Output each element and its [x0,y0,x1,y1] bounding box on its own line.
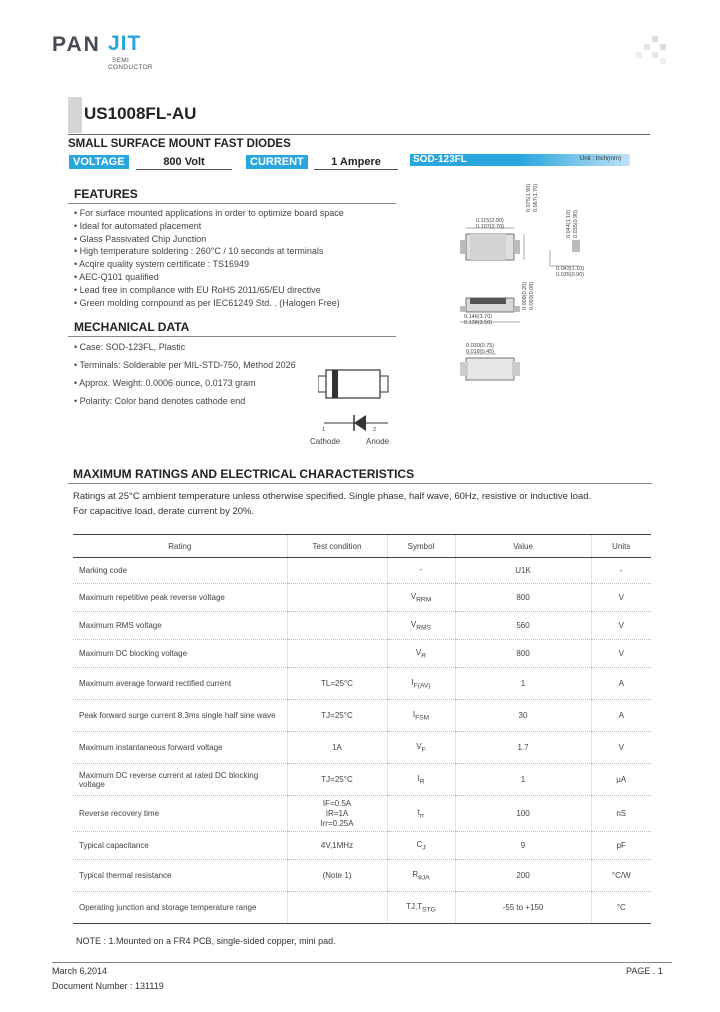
voltage-label: VOLTAGE [69,155,129,169]
current-value: 1 Ampere [314,155,398,170]
footer-page: PAGE . 1 [626,966,663,976]
symbol-main: V [410,591,417,601]
corner-dots-decoration [636,36,672,66]
table-row [73,764,651,796]
cell-value: U1K [455,558,591,584]
cond-line2: IR=1A [325,808,349,818]
symbol-sub: F [421,746,426,754]
cell-rating: Maximum RMS voltage [73,612,287,640]
table-row [73,668,651,700]
symbol-sub: RRM [416,596,432,604]
symbol-main: t [417,807,420,817]
cell-value: -55 to +150 [455,892,591,924]
part-number: US1008FL-AU [84,104,197,123]
symbol-sub: R [419,778,425,786]
footer-doc-number: Document Number : 131119 [52,981,164,991]
list-item: • Polarity: Color band denotes cathode end [74,392,296,410]
cell-units: nS [591,796,651,832]
cell-symbol [387,700,455,732]
cell-units: V [591,584,651,612]
cell-value: 1.7 [455,732,591,764]
cell-units: - [591,558,651,584]
list-item: • For surface mounted applications in order to optimize board space [74,207,344,220]
diode-symbol-diagram [318,410,398,438]
cell-condition [287,584,387,612]
cell-units: °C [591,892,651,924]
cell-symbol [387,732,455,764]
symbol-main: R [412,869,419,879]
cell-symbol [387,832,455,860]
cond-line1: IF=0.5A [322,798,352,808]
cell-rating: Operating junction and storage temperature range [73,892,287,924]
symbol-main: - [419,564,423,574]
cell-rating: Peak forward surge current 8.3ms single half sine wave [73,700,287,732]
cell-symbol [387,612,455,640]
symbol-main: TJ,T [406,901,423,911]
symbol-main: V [410,619,417,629]
cell-condition: TL=25°C [287,668,387,700]
cell-condition [287,892,387,924]
footer-divider [52,962,672,963]
cell-condition: 1A [287,732,387,764]
footer-date: March 6,2014 [52,966,108,976]
table-row [73,892,651,924]
cell-rating: Maximum average forward rectified current [73,668,287,700]
cell-condition: (Note 1) [287,860,387,892]
symbol-main: I [412,709,416,719]
cond-line3: Irr=0.25A [320,818,354,828]
symbol-sub: FSM [415,714,430,722]
dim-length-min: 0.107(2.70) [476,224,505,230]
cell-units: °C/W [591,860,651,892]
table-row [73,832,651,860]
features-divider [68,203,396,204]
cell-symbol [387,892,455,924]
cell-rating: Maximum DC blocking voltage [73,640,287,668]
list-item: • Lead free in compliance with EU RoHS 2011/65/EU directive [74,284,344,297]
list-item: • Terminals: Solderable per MIL-STD-750, Method 2026 [74,356,296,374]
cell-value: 9 [455,832,591,860]
cell-condition [287,612,387,640]
unit-note: Unit : Inch(mm) [580,156,622,162]
symbol-sub: R [421,652,427,660]
logo-sub-line1: SEMI [112,57,130,64]
table-header-row [73,535,651,558]
cathode-label: Cathode [310,437,341,446]
features-heading: FEATURES [74,187,138,201]
list-item: • Acqire quality system certificate : TS16949 [74,258,344,271]
cell-units: pF [591,832,651,860]
symbol-sub: J [422,844,426,852]
symbol-main: I [411,677,414,687]
symbol-sub: RMS [416,624,432,632]
cell-rating: Maximum DC reverse current at rated DC blocking voltage [73,764,287,796]
voltage-value: 800 Volt [136,155,232,170]
cell-rating: Reverse recovery time [73,796,287,832]
cell-value: 1 [455,668,591,700]
dim-total-min: 0.138(3.50) [464,320,493,326]
footnote: NOTE : 1.Mounted on a FR4 PCB, single-sided copper, mini pad. [76,936,336,946]
cell-rating: Typical thermal resistance [73,860,287,892]
logo-subtitle [108,57,153,71]
ratings-divider [68,483,652,484]
cell-units: μA [591,764,651,796]
ratings-line1: Ratings at 25°C ambient temperature unless otherwise specified. Single phase, half wave, 60Hz, resistive or inductive load. [73,491,592,502]
cell-units: V [591,640,651,668]
cell-symbol [387,860,455,892]
symbol-sub: STG [422,906,436,914]
cell-condition [287,640,387,668]
dim-bottom-max: 0.030(0.75) [466,343,495,349]
cell-value: 100 [455,796,591,832]
ratings-table [73,534,651,924]
symbol-sub: rr [419,812,425,820]
package-name: SOD-123FL [413,154,467,165]
cell-symbol [387,668,455,700]
ratings-line2: For capacitive load, derate current by 20%. [73,506,255,517]
cell-value: 30 [455,700,591,732]
list-item: • Ideal for automated placement [74,220,344,233]
cell-value: 560 [455,612,591,640]
symbol-main: C [416,839,423,849]
symbol-main: I [417,773,420,783]
mechanical-list [74,338,296,410]
dim-length-max: 0.115(2.90) [476,218,504,224]
col-symbol: Symbol [387,535,455,558]
list-item: • Green molding compound as per IEC61249 Std. . (Halogen Free) [74,297,344,310]
cell-rating: Maximum repetitive peak reverse voltage [73,584,287,612]
cell-symbol [387,640,455,668]
cell-units: V [591,612,651,640]
cell-symbol [387,584,455,612]
cell-value: 1 [455,764,591,796]
dim-lead-min: 0.035(0.90) [556,272,585,278]
cell-value: 800 [455,640,591,668]
dim-bottom-min: 0.018(0.45) [466,349,495,355]
current-label: CURRENT [246,155,308,169]
symbol-main: V [415,647,422,657]
cell-units: A [591,700,651,732]
cell-condition [287,558,387,584]
list-item: • Approx. Weight: 0.0006 ounce, 0.0173 gram [74,374,296,392]
pin1-label: 1 [322,427,326,433]
dim-lead-max: 0.043(1.10) [556,266,585,272]
col-value: Value [455,535,591,558]
cell-value: 200 [455,860,591,892]
logo-brand-left: PAN [52,33,101,56]
product-subtitle: SMALL SURFACE MOUNT FAST DIODES [68,138,291,150]
dim-thick-min: 0.003(0.08) [529,281,535,310]
cell-units: V [591,732,651,764]
dim-thick-max: 0.008(0.20) [522,281,528,310]
list-item: • Glass Passivated Chip Junction [74,233,344,246]
dim-pad-max: 0.044(1.10) [566,209,572,238]
table-row [73,700,651,732]
dim-pad-min: 0.035(0.90) [573,209,579,238]
table-row [73,584,651,612]
symbol-sub: θJA [418,874,430,882]
table-row [73,558,651,584]
table-row [73,612,651,640]
cell-units: A [591,668,651,700]
features-list [74,207,344,309]
symbol-sub: F(AV) [413,682,431,690]
dim-total-max: 0.146(3.70) [464,314,493,320]
dim-width-min: 0.067(1.70) [533,183,539,212]
logo-sub-line2: CONDUCTOR [108,64,153,71]
cell-value: 800 [455,584,591,612]
col-condition: Test condition [287,535,387,558]
cell-rating: Marking code [73,558,287,584]
cell-symbol [387,764,455,796]
table-row [73,732,651,764]
dim-width-max: 0.075(1.90) [526,183,532,212]
cell-symbol [387,796,455,832]
cell-condition: 4V,1MHz [287,832,387,860]
anode-label: Anode [366,437,390,446]
list-item: • AEC-Q101 qualified [74,271,344,284]
ratings-heading: MAXIMUM RATINGS AND ELECTRICAL CHARACTERISTICS [73,467,415,481]
cell-rating: Maximum instantaneous forward voltage [73,732,287,764]
table-row [73,860,651,892]
cell-condition: TJ=25°C [287,700,387,732]
list-item: • Case: SOD-123FL, Plastic [74,338,296,356]
col-rating: Rating [73,535,287,558]
ratings-conditions [73,489,653,519]
mechanical-heading: MECHANICAL DATA [74,320,190,334]
table-row [73,640,651,668]
col-units: Units [591,535,651,558]
pin2-label: 2 [373,427,377,433]
mechanical-divider [68,336,396,337]
cell-condition: TJ=25°C [287,764,387,796]
symbol-main: V [416,741,422,751]
cell-symbol [387,558,455,584]
logo-brand-right: JIT [108,32,142,55]
table-row [73,796,651,832]
cell-rating: Typical capacitance [73,832,287,860]
package-outline-diagram [318,366,390,406]
list-item: • High temperature soldering : 260°C / 10 seconds at terminals [74,245,344,258]
cell-condition [287,796,387,832]
